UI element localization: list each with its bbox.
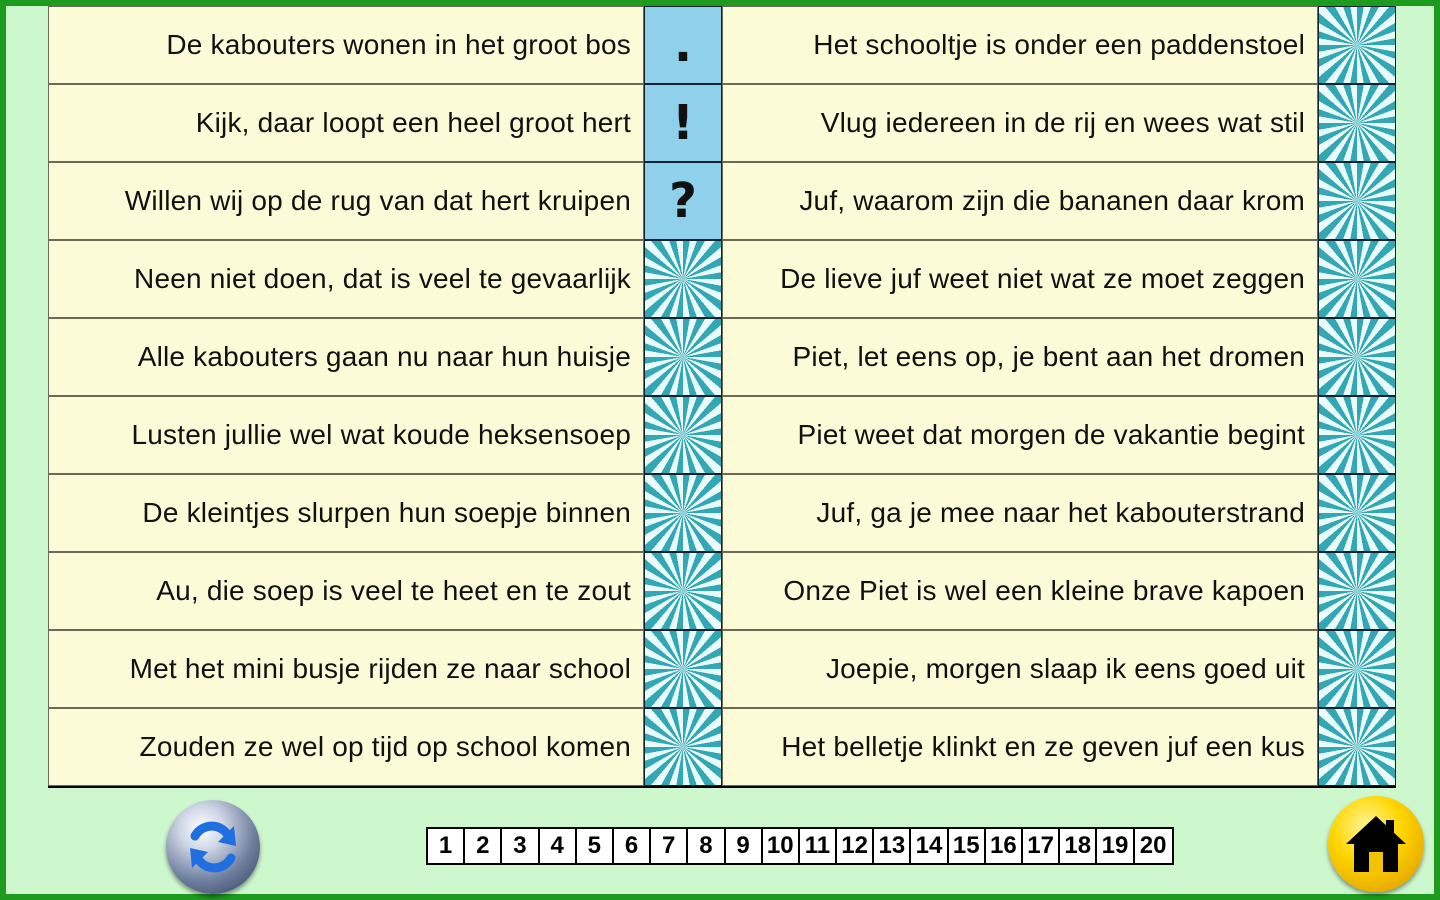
left-sentence[interactable]: De kleintjes slurpen hun soepje binnen bbox=[48, 474, 644, 552]
left-punctuation-slot[interactable] bbox=[644, 708, 722, 786]
left-sentence[interactable]: Neen niet doen, dat is veel te gevaarlijk bbox=[48, 240, 644, 318]
page-button[interactable]: 15 bbox=[949, 829, 986, 863]
left-sentence[interactable]: Zouden ze wel op tijd op school komen bbox=[48, 708, 644, 786]
page-button[interactable]: 18 bbox=[1060, 829, 1097, 863]
page-button[interactable]: 4 bbox=[540, 829, 577, 863]
left-punctuation-slot[interactable]: ! bbox=[644, 84, 722, 162]
page-button[interactable]: 19 bbox=[1097, 829, 1134, 863]
page-button[interactable]: 2 bbox=[465, 829, 502, 863]
right-punctuation-slot[interactable] bbox=[1318, 552, 1396, 630]
left-punctuation-slot[interactable]: . bbox=[644, 6, 722, 84]
page-button[interactable]: 12 bbox=[837, 829, 874, 863]
page-button[interactable]: 3 bbox=[502, 829, 539, 863]
left-sentence[interactable]: Met het mini busje rijden ze naar school bbox=[48, 630, 644, 708]
page-button[interactable]: 17 bbox=[1023, 829, 1060, 863]
page-button[interactable]: 1 bbox=[428, 829, 465, 863]
right-punctuation-slot[interactable] bbox=[1318, 474, 1396, 552]
left-punctuation-slot[interactable] bbox=[644, 630, 722, 708]
right-sentence[interactable]: Juf, ga je mee naar het kabouterstrand bbox=[722, 474, 1318, 552]
left-sentence[interactable]: Au, die soep is veel te heet en te zout bbox=[48, 552, 644, 630]
right-punctuation-slot[interactable] bbox=[1318, 396, 1396, 474]
left-sentence[interactable]: Alle kabouters gaan nu naar hun huisje bbox=[48, 318, 644, 396]
right-sentence[interactable]: Juf, waarom zijn die bananen daar krom bbox=[722, 162, 1318, 240]
left-punctuation-slot[interactable]: ? bbox=[644, 162, 722, 240]
right-punctuation-slot[interactable] bbox=[1318, 630, 1396, 708]
left-sentence[interactable]: De kabouters wonen in het groot bos bbox=[48, 6, 644, 84]
right-sentence[interactable]: De lieve juf weet niet wat ze moet zeggen bbox=[722, 240, 1318, 318]
right-punctuation-slot[interactable] bbox=[1318, 318, 1396, 396]
page-button[interactable]: 14 bbox=[911, 829, 948, 863]
right-punctuation-slot[interactable] bbox=[1318, 6, 1396, 84]
right-sentence[interactable]: Het belletje klinkt en ze geven juf een kus bbox=[722, 708, 1318, 786]
home-icon bbox=[1342, 810, 1410, 878]
right-sentence[interactable]: Piet weet dat morgen de vakantie begint bbox=[722, 396, 1318, 474]
left-punctuation-slot[interactable] bbox=[644, 474, 722, 552]
page-button[interactable]: 10 bbox=[763, 829, 800, 863]
right-punctuation-slot[interactable] bbox=[1318, 240, 1396, 318]
page-button[interactable]: 5 bbox=[577, 829, 614, 863]
refresh-icon bbox=[178, 812, 248, 882]
page-button[interactable]: 13 bbox=[874, 829, 911, 863]
left-punctuation-slot[interactable] bbox=[644, 396, 722, 474]
left-punctuation-slot[interactable] bbox=[644, 318, 722, 396]
left-punctuation-slot[interactable] bbox=[644, 552, 722, 630]
left-sentence[interactable]: Willen wij op de rug van dat hert kruipen bbox=[48, 162, 644, 240]
page-button[interactable]: 7 bbox=[651, 829, 688, 863]
left-sentence[interactable]: Lusten jullie wel wat koude heksensoep bbox=[48, 396, 644, 474]
page-button[interactable]: 16 bbox=[986, 829, 1023, 863]
right-sentence[interactable]: Joepie, morgen slaap ik eens goed uit bbox=[722, 630, 1318, 708]
left-sentence[interactable]: Kijk, daar loopt een heel groot hert bbox=[48, 84, 644, 162]
page-button[interactable]: 11 bbox=[800, 829, 837, 863]
page-selector bbox=[426, 827, 1174, 865]
right-sentence[interactable]: Het schooltje is onder een paddenstoel bbox=[722, 6, 1318, 84]
right-punctuation-slot[interactable] bbox=[1318, 708, 1396, 786]
left-punctuation-slot[interactable] bbox=[644, 240, 722, 318]
refresh-button[interactable] bbox=[166, 800, 260, 894]
right-sentence[interactable]: Piet, let eens op, je bent aan het dromen bbox=[722, 318, 1318, 396]
right-sentence[interactable]: Vlug iedereen in de rij en wees wat stil bbox=[722, 84, 1318, 162]
sentence-grid bbox=[48, 6, 1396, 788]
right-punctuation-slot[interactable] bbox=[1318, 162, 1396, 240]
page-button[interactable]: 8 bbox=[688, 829, 725, 863]
page-button[interactable]: 9 bbox=[726, 829, 763, 863]
right-sentence[interactable]: Onze Piet is wel een kleine brave kapoen bbox=[722, 552, 1318, 630]
page-button[interactable]: 20 bbox=[1135, 829, 1172, 863]
page-button[interactable]: 6 bbox=[614, 829, 651, 863]
home-button[interactable] bbox=[1328, 796, 1424, 892]
right-punctuation-slot[interactable] bbox=[1318, 84, 1396, 162]
